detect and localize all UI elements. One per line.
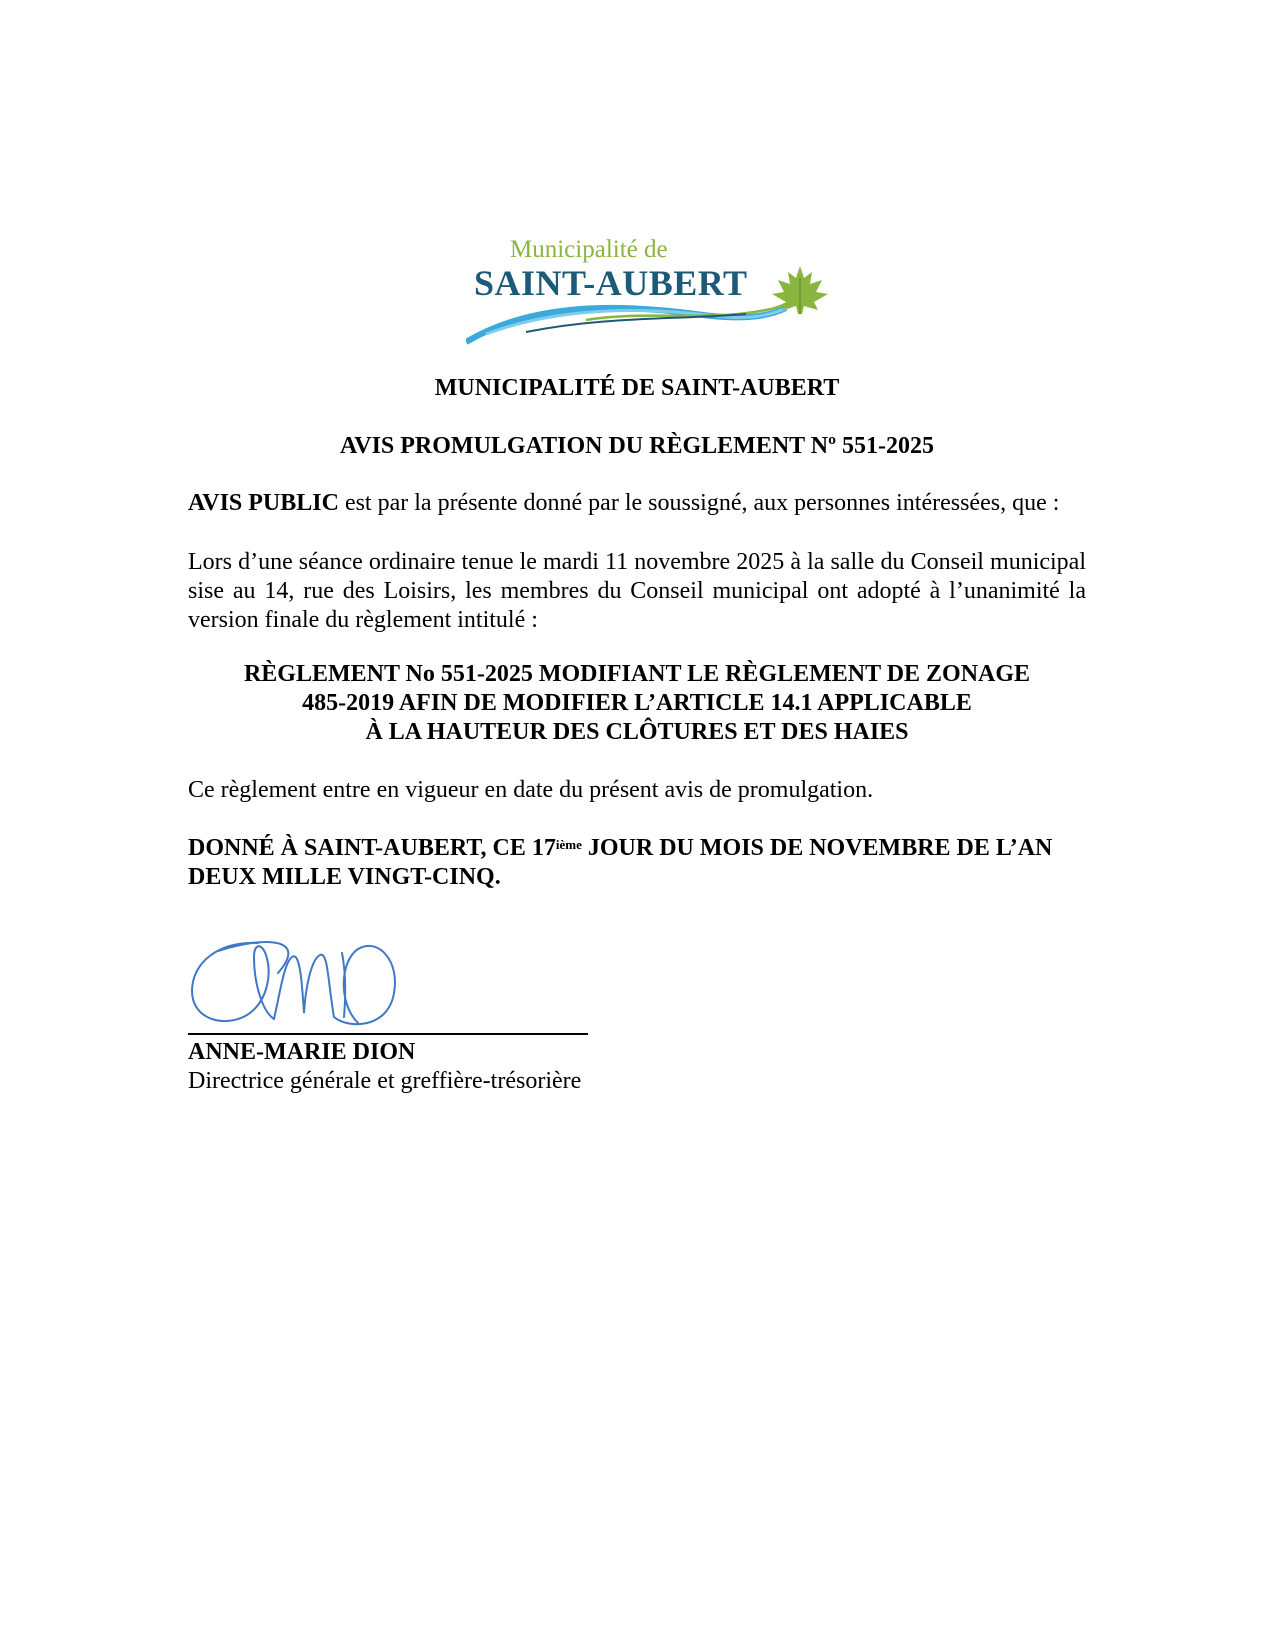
document-subheading: AVIS PROMULGATION DU RÈGLEMENT Nº 551-2025 — [340, 433, 934, 459]
intro-text: est par la présente donné par le soussigné, aux personnes intéressées, que : — [338, 490, 1060, 516]
reglement-title-line: 485-2019 AFIN DE MODIFIER L’ARTICLE 14.1 APPLICABLE — [302, 690, 972, 716]
intro-bold: AVIS PUBLIC — [188, 490, 339, 516]
given-paragraph — [188, 834, 1086, 892]
main-paragraph: Lors d’une séance ordinaire tenue le mardi 11 novembre 2025 à la salle du Conseil municipal sise au 14, rue des Loisirs, les membres du Conseil municipal ont adopté à l’unanimité la version finale du règlement intitulé : — [188, 549, 1086, 633]
reglement-title-line: RÈGLEMENT No 551-2025 MODIFIANT LE RÈGLEMENT DE ZONAGE — [243, 661, 1031, 687]
signature-line — [188, 1033, 588, 1035]
logo-text-municipalite: Municipalité de — [510, 236, 668, 263]
given-text-part1: DONNÉ À SAINT-AUBERT, CE 17 — [188, 835, 556, 861]
vigueur-paragraph: Ce règlement entre en vigueur en date du présent avis de promulgation. — [188, 777, 874, 803]
document-heading: MUNICIPALITÉ DE SAINT-AUBERT — [434, 375, 840, 401]
municipality-logo — [466, 236, 834, 346]
given-text-part2: JOUR DU MOIS DE NOVEMBRE DE L’AN DEUX MILLE VINGT-CINQ. — [188, 835, 1053, 890]
given-superscript: ième — [555, 837, 582, 852]
handwritten-signature — [188, 933, 418, 1033]
signer-block — [188, 1038, 581, 1096]
logo-text-saint-aubert: SAINT-AUBERT — [474, 263, 748, 303]
signer-name: ANNE-MARIE DION — [188, 1039, 416, 1065]
reglement-title — [188, 660, 1086, 747]
reglement-title-line: À LA HAUTEUR DES CLÔTURES ET DES HAIES — [365, 719, 909, 745]
intro-paragraph — [188, 489, 1086, 518]
maple-leaf-icon — [770, 264, 830, 316]
signer-role: Directrice générale et greffière-trésorière — [188, 1068, 582, 1094]
